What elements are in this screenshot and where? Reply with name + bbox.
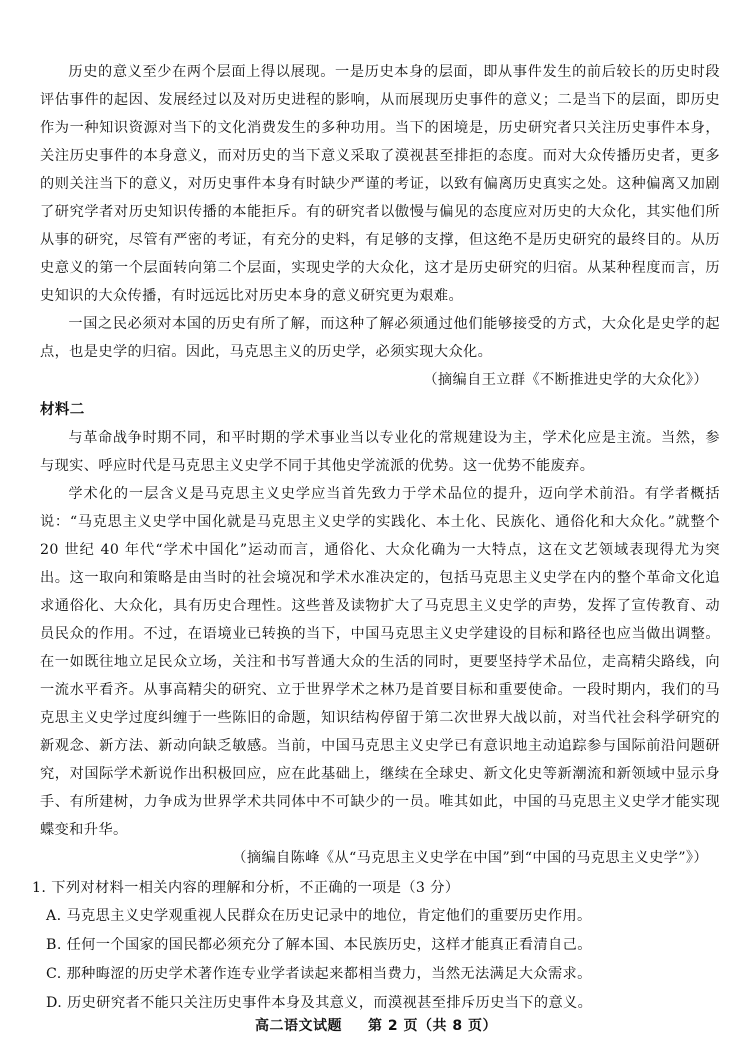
paragraph: 历史的意义至少在两个层面上得以展现。一是历史本身的层面，即从事件发生的前后较长的历史时段评估事件的起因、发展经过以及对历史进程的影响，从而展现历史事件的意义；二是当下的层面，即历史作为一种知识资源对当下的文化消费发生的多种功用。当下的困境是，历史研究者只关注历史事件本身，关注历史事件的本身意义，而对历史的当下意义采取了漠视甚至排拒的态度。而对大众传播历史者，更多的则关注当下的意义，对历史事件本身有时缺少严谨的考证，以致有偏离历史真实之处。这种偏离又加剧了研究学者对历史知识传播的本能拒斥。有的研究者以傲慢与偏见的态度应对历史的大众化，其实他们所从事的研究，尽管有严密的考证，有充分的史料，有足够的支撑，但这绝不是历史研究的最终目的。从历史意义的第一个层面转向第二个层面，实现史学的大众化，这才是历史研究的归宿。从某种程度而言，历史知识的大众传播，有时远远比对历史本身的意义研究更为艰难。 xyxy=(40,64,720,304)
option-b: B. 任何一个国家的国民都必须充分了解本国、本民族历史，这样才能真正看清自己。 xyxy=(46,937,592,953)
option-a: A. 马克思主义史学观重视人民群众在历史记录中的地位，肯定他们的重要历史作用。 xyxy=(46,908,592,924)
question-stem: 1. 下列对材料一相关内容的理解和分析，不正确的一项是（3 分） xyxy=(32,880,460,896)
material-one xyxy=(40,58,720,394)
material-two xyxy=(40,396,720,872)
paragraph: 一国之民必须对本国的历史有所了解，而这种了解必须通过他们能够接受的方式，大众化是史学的起点，也是史学的归宿。因此，马克思主义的历史学，必须实现大众化。 xyxy=(40,316,720,360)
question-1 xyxy=(32,874,720,1018)
page-number: 第 2 页（共 8 页） xyxy=(368,1018,497,1034)
page-content xyxy=(32,58,720,1018)
citation: （摘编自王立群《不断推进史学的大众化》） xyxy=(423,372,708,388)
section-title: 材料二 xyxy=(40,402,85,418)
paragraph: 与革命战争时期不同，和平时期的学术事业当以专业化的常规建设为主，学术化应是主流。当然，参与现实、呼应时代是马克思主义史学不同于其他史学流派的优势。这一优势不能废弃。 xyxy=(40,430,720,474)
exam-title: 高二语文试题 xyxy=(255,1018,342,1034)
citation: （摘编自陈峰《从“马克思主义史学在中国”到“中国的马克思主义史学”》） xyxy=(232,850,708,866)
paragraph: 学术化的一层含义是马克思主义史学应当首先致力于学术品位的提升，迈向学术前沿。有学者概括说：“马克思主义史学中国化就是马克思主义史学的实践化、本土化、民族化、通俗化和大众化。”就整个 20 世纪 40 年代“学术中国化”运动而言，通俗化、大众化确为一大特点，这在文艺领域表现得尤为突出。这一取向和策略是由当时的社会境况和学术水准决定的，包括马克思主义史学在内的整个革命文化追求通俗化、大众化，具有历史合理性。这些普及读物扩大了马克思主义史学的声势，发挥了宣传教育、动员民众的作用。不过，在语境业已转换的当下，中国马克思主义史学建设的目标和路径也应当做出调整。在一如既往地立足民众立场，关注和书写普通大众的生活的同时，更要坚持学术品位，走高精尖路线，向一流水平看齐。从事高精尖的研究、立于世界学术之林乃是首要目标和重要使命。一段时期内，我们的马克思主义史学过度纠缠于一些陈旧的命题，知识结构停留于第二次世界大战以前，对当代社会科学研究的新观念、新方法、新动向缺乏敏感。当前，中国马克思主义史学已有意识地主动追踪参与国际前沿问题研究，对国际学术新说作出积极回应，应在此基础上，继续在全球史、新文化史等新潮流和新领域中显示身手、有所建树，力争成为世界学术共同体中不可缺少的一员。唯其如此，中国的马克思主义史学才能实现蝶变和升华。 xyxy=(40,486,720,838)
page-footer xyxy=(0,1015,752,1035)
option-c: C. 那种晦涩的历史学术著作连专业学者读起来都相当费力，当然无法满足大众需求。 xyxy=(46,966,592,982)
option-d: D. 历史研究者不能只关注历史事件本身及其意义，而漠视甚至排斥历史当下的意义。 xyxy=(46,995,593,1011)
